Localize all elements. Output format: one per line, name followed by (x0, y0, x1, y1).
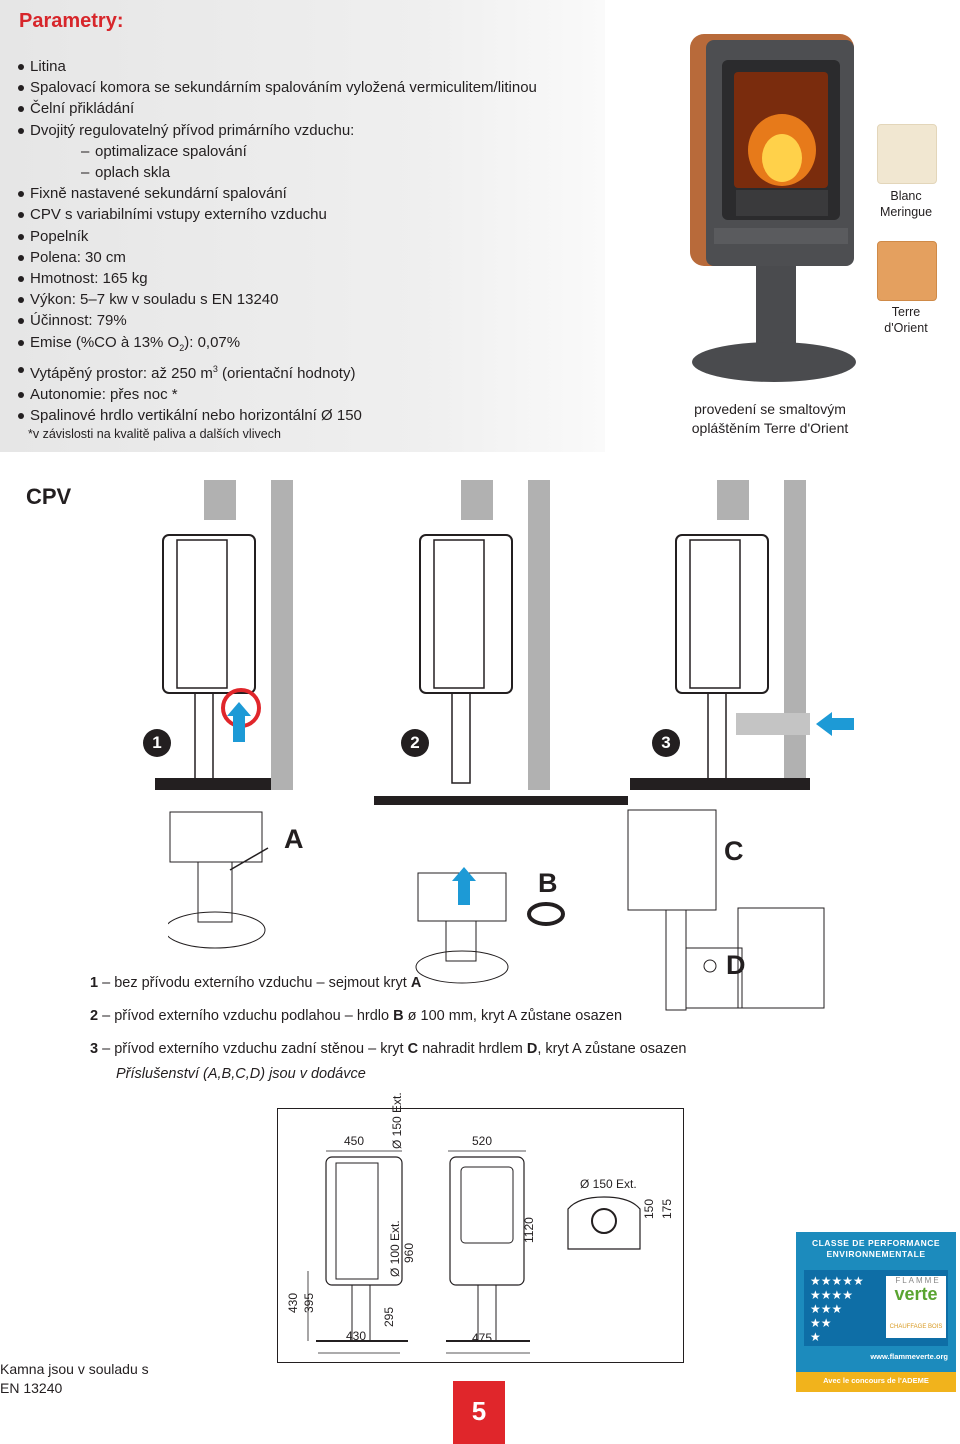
dim-height-395: 395 (302, 1292, 316, 1313)
parameters-title: Parametry: (19, 10, 124, 32)
param-item: Polena: 30 cm (18, 247, 537, 268)
stars-rating-icon: ★★★★★ ★★★★ ★★★ ★★ ★ (810, 1274, 864, 1344)
param-item: Účinnost: 79% (18, 310, 537, 331)
param-item: Výkon: 5–7 kw v souladu s EN 13240 (18, 289, 537, 310)
terre-dorient-label: Terre d'Orient (884, 305, 928, 335)
accessory-b-label: B (538, 868, 558, 898)
param-item: Spalinové hrdlo vertikální nebo horizontální Ø 150 (18, 405, 537, 426)
accessory-a-drawing (168, 810, 278, 980)
param-item: Spalovací komora se sekundárním spalováním vyložená vermiculitem/litinou (18, 77, 537, 98)
param-item: Popelník (18, 226, 537, 247)
dimensions-panel (277, 1092, 684, 1363)
param-item: CPV s variabilními vstupy externího vzduchu (18, 204, 537, 225)
param-subitem: – optimalizace spalování (18, 141, 537, 162)
flamme-verte-logo: CLASSE DE PERFORMANCE ENVIRONNEMENTALE ★★★★★ ★★★★ ★★★ ★★ ★ FLAMME verte CHAUFFAGE BOIS www.flammeverte.org Avec le concours de l'ADEME (796, 1232, 956, 1392)
param-subitem: – oplach skla (18, 162, 537, 183)
parameters-list (18, 56, 537, 426)
terre-dorient-swatch (877, 241, 937, 301)
accessories-note: Příslušenství (A,B,C,D) jsou v dodávce (116, 1066, 366, 1082)
dim-height-430: 430 (286, 1292, 300, 1313)
cpv-title: CPV (26, 484, 72, 509)
blanc-meringue-swatch (877, 124, 937, 184)
param-item: Dvojitý regulovatelný přívod primárního vzduchu: (18, 120, 537, 141)
certification-note: Kamna jsou v souladu s EN 13240 (0, 1361, 149, 1396)
param-item: Hmotnost: 165 kg (18, 268, 537, 289)
accessory-b-ring (526, 900, 566, 928)
step-2-badge: 2 (401, 729, 429, 757)
parameters-footnote: *v závislosti na kvalitě paliva a dalších vlivech (28, 427, 281, 441)
dim-depth-430: 430 (346, 1329, 367, 1343)
dim-air-inlet-100: Ø 100 Ext. (388, 1220, 402, 1277)
dim-height-150: 150 (642, 1198, 656, 1219)
dim-flue-150-vertical: Ø 150 Ext. (390, 1092, 404, 1149)
photo-caption: provedení se smaltovým opláštěním Terre d'Orient (691, 401, 849, 436)
legend-line-3: 3 – přívod externího vzduchu zadní stěnou – kryt C nahradit hrdlem D, kryt A zůstane osazen (90, 1041, 687, 1057)
dim-depth-475: 475 (472, 1331, 493, 1345)
dim-width-450: 450 (344, 1134, 365, 1148)
blanc-meringue-label: Blanc Meringue (879, 189, 933, 219)
stove-photo (686, 32, 858, 384)
page-number: 5 (453, 1381, 505, 1444)
step-3-badge: 3 (652, 729, 680, 757)
dim-flue-150-horizontal: Ø 150 Ext. (580, 1177, 637, 1191)
accessory-d-label: D (726, 950, 746, 980)
legend-line-1: 1 – bez přívodu externího vzduchu – sejmout kryt A (90, 975, 422, 991)
param-item: Fixně nastavené sekundární spalování (18, 183, 537, 204)
dim-height-175: 175 (660, 1198, 674, 1219)
dim-height-960: 960 (402, 1242, 416, 1263)
dim-width-520: 520 (472, 1134, 493, 1148)
param-item-vytapeny: Vytápěný prostor: až 250 $m^3$ (orientační hodnoty) (18, 359, 537, 384)
accessory-a-label: A (284, 824, 304, 854)
param-item-emise: Emise (%CO à 13% $O_2$): 0,07% (18, 332, 537, 359)
legend-line-2: 2 – přívod externího vzduchu podlahou – hrdlo B ø 100 mm, kryt A zůstane osazen (90, 1008, 623, 1024)
dim-height-295: 295 (382, 1306, 396, 1327)
step-1-badge: 1 (143, 729, 171, 757)
dim-height-1120: 1120 (522, 1217, 536, 1243)
param-item: Litina (18, 56, 537, 77)
param-item: Autonomie: přes noc * (18, 384, 537, 405)
accessory-b-drawing (412, 844, 532, 1014)
param-item: Čelní přikládání (18, 98, 537, 119)
accessory-c-label: C (724, 836, 744, 866)
